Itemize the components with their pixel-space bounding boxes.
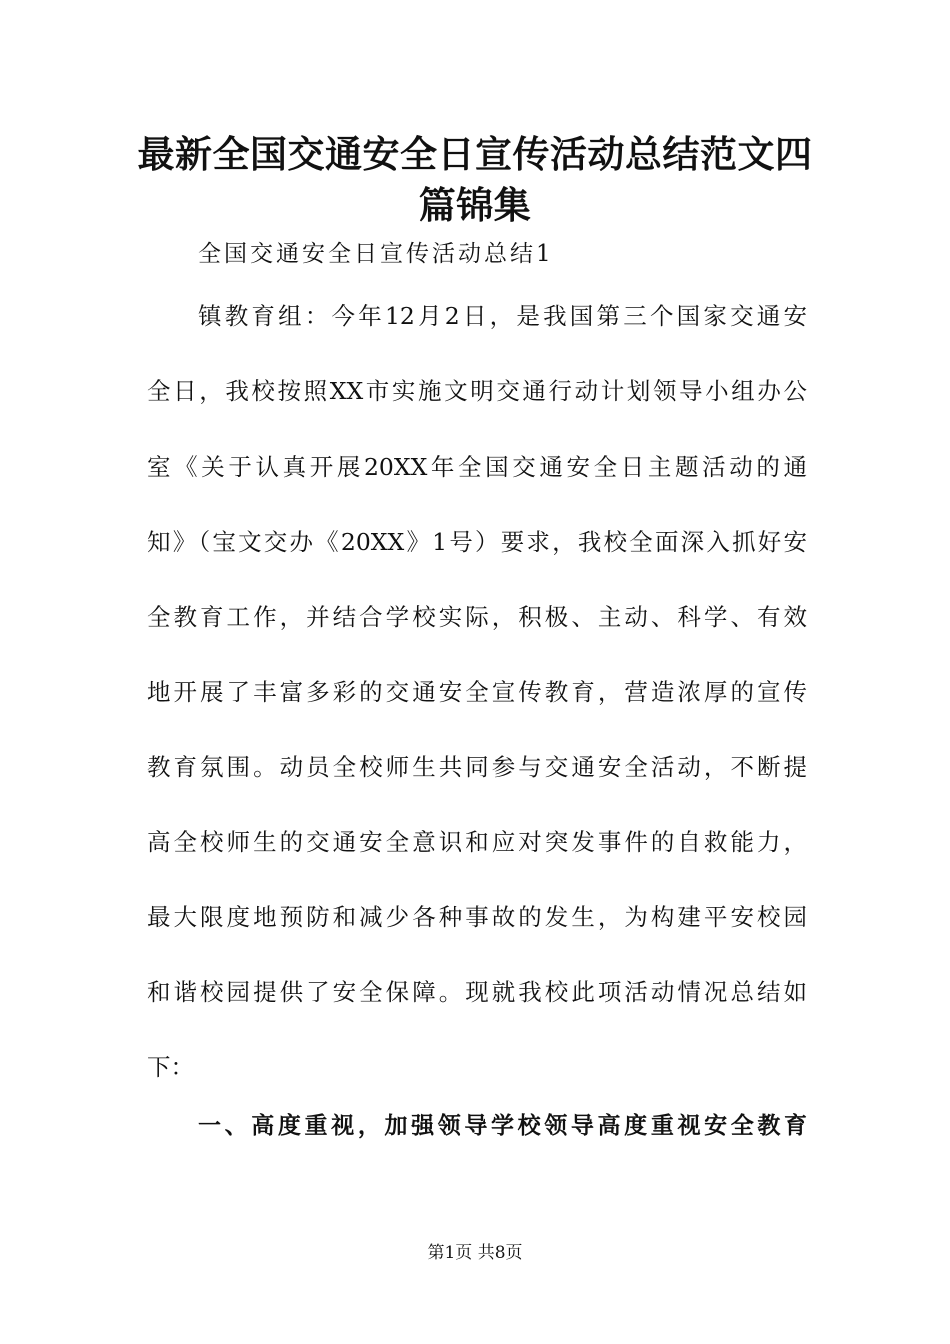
paragraph-line: 镇教育组：今年12月2日，是我国第三个国家交通安 xyxy=(198,302,807,330)
section-heading: 一、高度重视，加强领导学校领导高度重视安全教育 xyxy=(198,1113,807,1139)
paragraph-line: 全日，我校按照XX市实施文明交通行动计划领导小组办公 xyxy=(147,377,807,405)
paragraph-line: 地开展了丰富多彩的交通安全宣传教育，营造浓厚的宣传 xyxy=(147,678,807,706)
paragraph-line: 最大限度地预防和减少各种事故的发生，为构建平安校园 xyxy=(147,903,807,931)
paragraph-line: 知》（宝文交办《20XX》1号）要求，我校全面深入抓好安 xyxy=(147,528,807,556)
paragraph-line: 高全校师生的交通安全意识和应对突发事件的自救能力， xyxy=(147,828,807,856)
section-subtitle: 全国交通安全日宣传活动总结1 xyxy=(198,241,554,267)
paragraph-line: 和谐校园提供了安全保障。现就我校此项活动情况总结如 xyxy=(147,978,807,1006)
paragraph-line: 下： xyxy=(147,1053,194,1081)
page-footer: 第1页 共8页 xyxy=(427,1243,523,1263)
paragraph-line: 全教育工作，并结合学校实际，积极、主动、科学、有效 xyxy=(147,603,807,631)
document-title-line-2: 篇锦集 xyxy=(418,184,532,227)
paragraph-line: 教育氛围。动员全校师生共同参与交通安全活动，不断提 xyxy=(147,753,807,781)
document-title-line-1: 最新全国交通安全日宣传活动总结范文四 xyxy=(137,133,813,176)
paragraph-line: 室《关于认真开展20XX年全国交通安全日主题活动的通 xyxy=(147,453,807,481)
